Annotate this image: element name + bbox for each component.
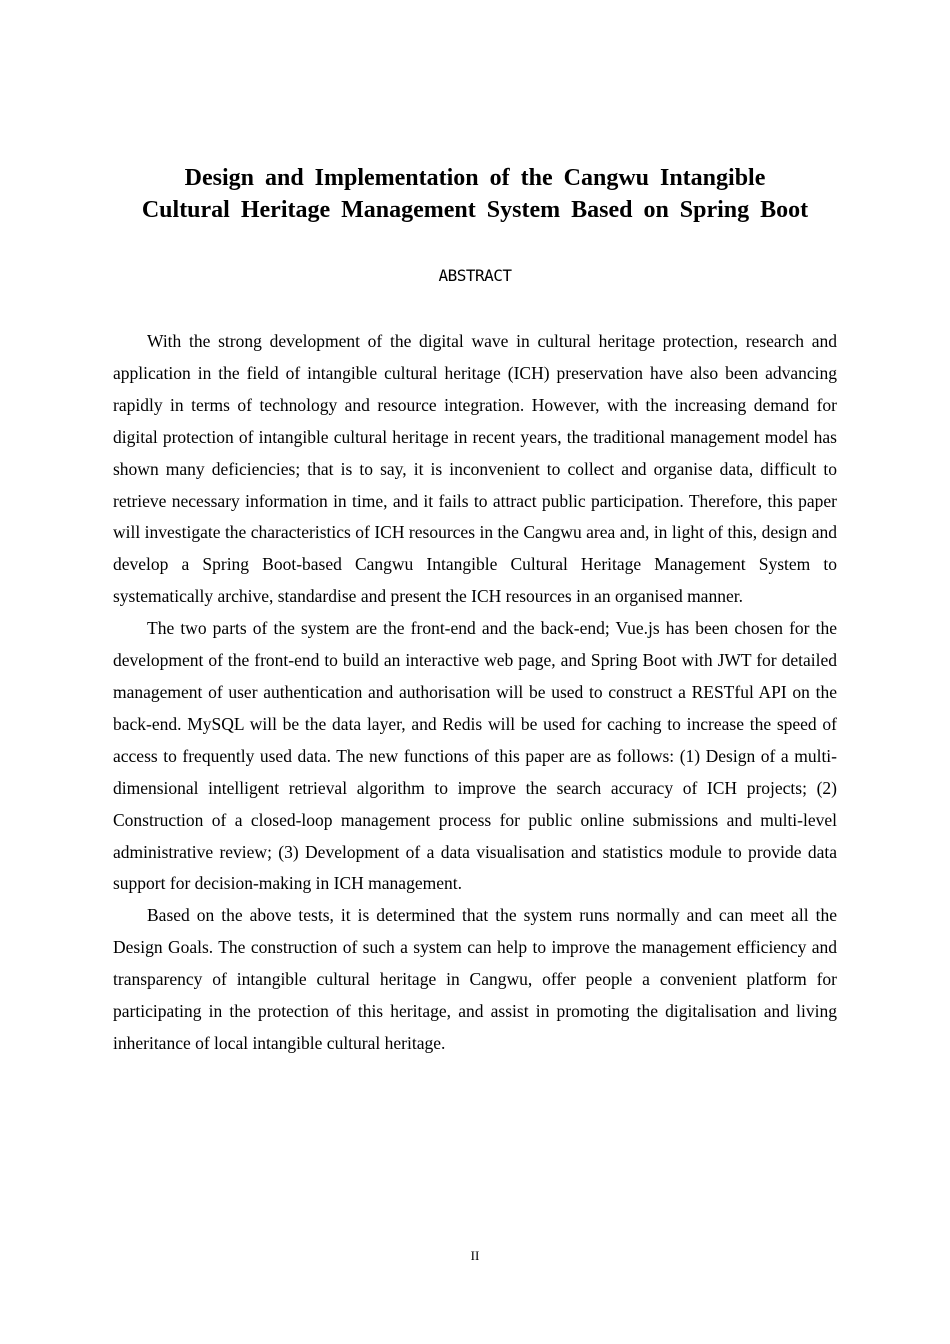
paper-title-line-2: Cultural Heritage Management System Based on Spring Boot <box>141 197 809 223</box>
abstract-paragraph-1: With the strong development of the digital wave in cultural heritage protection, research and application in the field of intangible cultural heritage (ICH) preservation have also been advancing rapidly in terms of technology and resource integration. However, with the increasing demand for digital protection of intangible cultural heritage in recent years, the traditional management model has shown many deficiencies; that is to say, it is inconvenient to collect and organise data, difficult to retrieve necessary information in time, and it fails to attract public participation. Therefore, this paper will investigate the characteristics of ICH resources in the Cangwu area and, in light of this, design and develop a Spring Boot-based Cangwu Intangible Cultural Heritage Management System to systematically archive, standardise and present the ICH resources in an organised manner. <box>113 331 837 607</box>
paper-title-line-1: Design and Implementation of the Cangwu Intangible <box>184 165 766 191</box>
paper-title <box>113 162 837 226</box>
abstract-paragraph-2: The two parts of the system are the front-end and the back-end; Vue.js has been chosen for the development of the front-end to build an interactive web page, and Spring Boot with JWT for detailed management of user authentication and authorisation will be used to construct a RESTful API on the back-end. MySQL will be the data layer, and Redis will be used for caching to increase the speed of access to frequently used data. The new functions of this paper are as follows: (1) Design of a multi-dimensional intelligent retrieval algorithm to improve the search accuracy of ICH projects; (2) Construction of a closed-loop management process for public online submissions and multi-level administrative review; (3) Development of a data visualisation and statistics module to provide data support for decision-making in ICH management. <box>113 618 837 894</box>
abstract-heading: ABSTRACT <box>438 266 512 285</box>
abstract-paragraph-3: Based on the above tests, it is determined that the system runs normally and can meet all the Design Goals. The construction of such a system can help to improve the management efficiency and transparency of intangible cultural heritage in Cangwu, offer people a convenient platform for participating in the protection of this heritage, and assist in promoting the digitalisation and living inheritance of local intangible cultural heritage. <box>113 905 837 1053</box>
page-number: II <box>470 1248 480 1263</box>
abstract-body <box>113 326 837 1060</box>
